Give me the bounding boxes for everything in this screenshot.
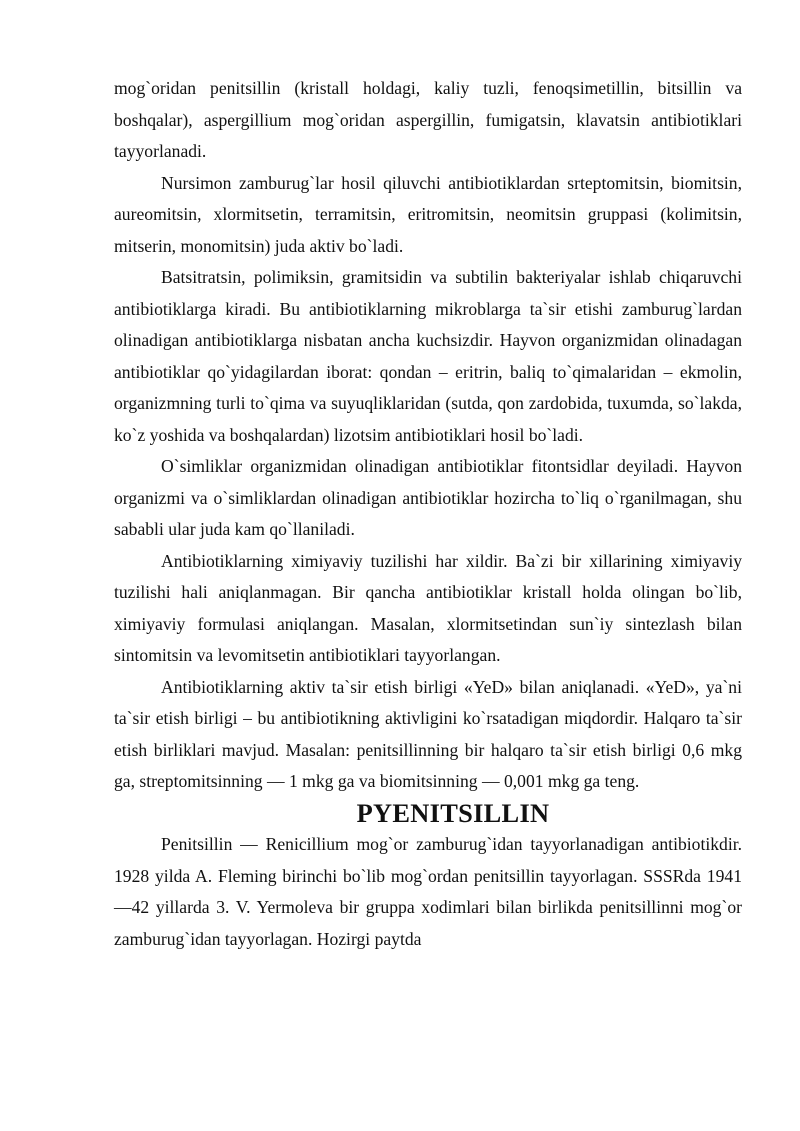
- paragraph-phytoncides: O`simliklar organizmidan olinadigan antibiotiklar fitontsidlar deyiladi. Hayvon organizmi va o`simliklardan olinadigan antibiotiklar hozircha to`liq o`rganilmagan, shu sababli ular juda kam qo`llaniladi.: [114, 456, 742, 539]
- paragraph-penicillin-intro: Penitsillin — Renicillium mog`or zamburug`idan tayyorlanadigan antibiotikdir. 1928 yilda A. Fleming birinchi bo`lib mog`ordan penitsillin tayyorlagan. SSSRda 1941—42 yillarda 3. V. Yermoleva bir gruppa xodimlari bilan birlikda penitsillinni mog`or zamburug`idan tayyorlagan. Hozirgi paytda: [114, 834, 742, 949]
- paragraph-activity-units: Antibiotiklarning aktiv ta`sir etish birligi «YeD» bilan aniqlanadi. «YeD», ya`ni ta`sir etish birligi – bu antibiotikning aktivligini ko`rsatadigan miqdordir. Halqaro ta`sir etish birliklari mavjud. Masalan: penitsillinning bir halqaro ta`sir etish birligi 0,6 mkg ga, streptomitsinning — 1 mkg ga va biomitsinning — 0,001 mkg ga teng.: [114, 676, 742, 791]
- paragraph-continuation: mog`oridan penitsillin (kristall holdagi, kaliy tuzli, fenoqsimetillin, bitsillin va boshqalar), aspergillium mog`oridan aspergillin, fumigatsin, klavatsin antibiotiklari tayyorlanadi.: [114, 78, 742, 161]
- document-page: [114, 73, 742, 955]
- paragraph-chemical-structure: Antibiotiklarning ximiyaviy tuzilishi har xildir. Ba`zi bir xillarining ximiyaviy tuzilishi hali aniqlanmagan. Bir qancha antibiotiklar kristall holda olingan bo`lib, ximiyaviy formulasi aniqlangan. Masalan, xlormitsetindan sun`iy sintezlash bilan sintomitsin va levomitsetin antibiotiklari tayyorlangan.: [114, 550, 742, 665]
- section-heading: PYENITSILLIN: [356, 797, 550, 828]
- paragraph-actinomycete-antibiotics: Nursimon zamburug`lar hosil qiluvchi antibiotiklardan srteptomitsin, biomitsin, aureomitsin, xlormitsetin, terramitsin, eritromitsin, neomitsin gruppasi (kolimitsin, mitserin, monomitsin) juda aktiv bo`ladi.: [114, 172, 742, 256]
- paragraph-bacterial-antibiotics: Batsitratsin, polimiksin, gramitsidin va subtilin bakteriyalar ishlab chiqaruvchi antibiotiklarga kiradi. Bu antibiotiklarning mikroblarga ta`sir etishi zamburug`lardan olinadigan antibiotiklarga nisbatan ancha kuchsizdir. Hayvon organizmidan olinadagan antibiotiklar qo`yidagilardan iborat: qondan – eritrin, baliq to`qimalaridan – ekmolin, organizmning turli to`qima va suyuqliklaridan (sutda, qon zardobida, tuxumda, so`lakda, ko`z yoshida va boshqalardan) lizotsim antibiotiklari hosil bo`ladi.: [114, 267, 742, 445]
